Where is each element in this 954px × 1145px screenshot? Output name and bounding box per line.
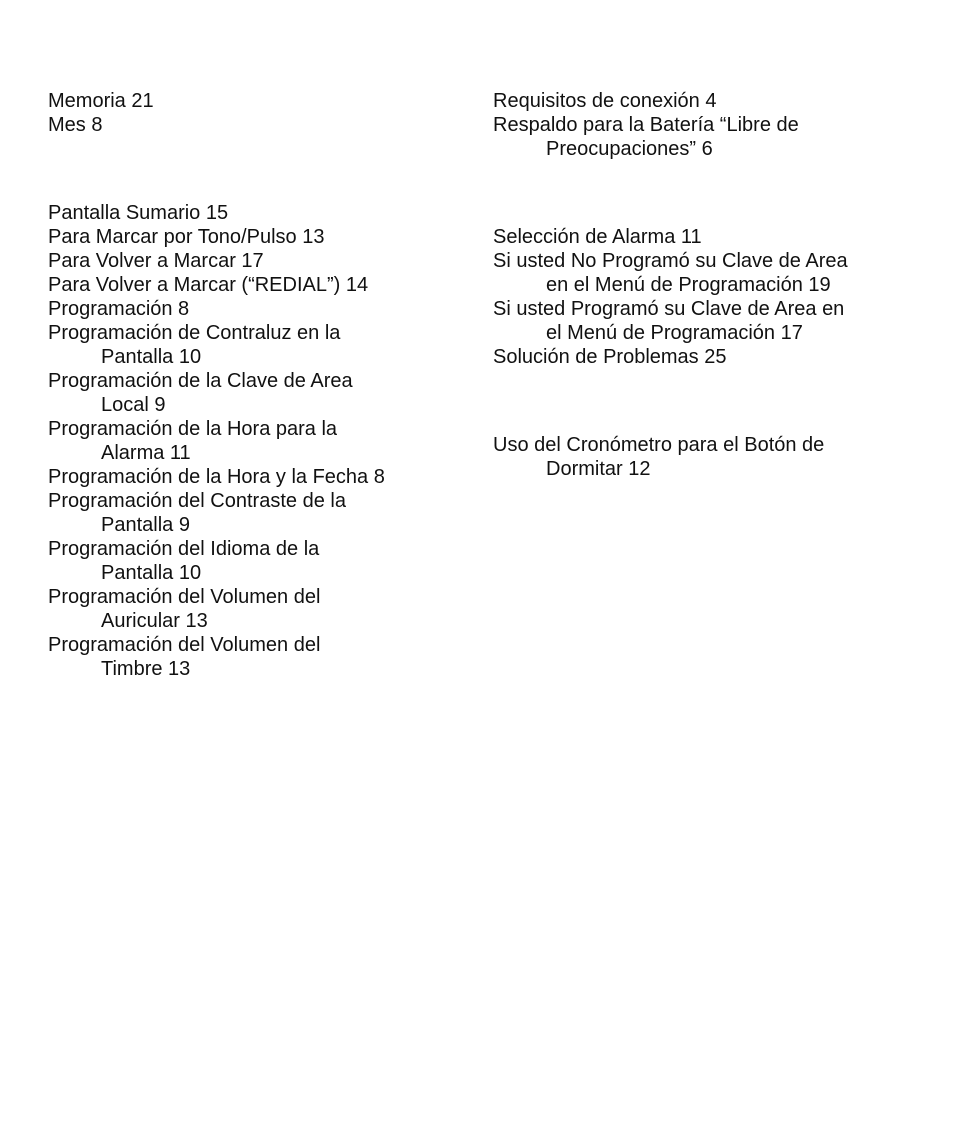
index-entry: Respaldo para la Batería “Libre de bbox=[493, 114, 799, 136]
index-entry: Programación del Idioma de la bbox=[48, 538, 320, 560]
index-entry: Selección de Alarma 11 bbox=[493, 226, 702, 248]
index-entry: Programación de la Hora para la bbox=[48, 418, 338, 440]
index-entry: Mes 8 bbox=[48, 114, 103, 136]
index-entry-continuation: Timbre 13 bbox=[101, 658, 191, 680]
index-left-column bbox=[48, 89, 468, 681]
index-entry: Para Marcar por Tono/Pulso 13 bbox=[48, 226, 325, 248]
index-entry: Si usted No Programó su Clave de Area bbox=[493, 250, 848, 272]
index-entry: Programación de la Hora y la Fecha 8 bbox=[48, 466, 385, 488]
index-group-spacer bbox=[493, 161, 933, 225]
index-entry-continuation: en el Menú de Programación 19 bbox=[546, 274, 831, 296]
index-entry: Para Volver a Marcar (“REDIAL”) 14 bbox=[48, 274, 369, 296]
index-group-r bbox=[493, 89, 933, 161]
index-entry: Si usted Programó su Clave de Area en bbox=[493, 298, 845, 320]
index-group-u bbox=[493, 433, 933, 481]
index-entry: Programación del Volumen del bbox=[48, 634, 321, 656]
index-entry: Memoria 21 bbox=[48, 90, 154, 112]
index-entry-continuation: Pantalla 10 bbox=[101, 562, 202, 584]
index-entry-continuation: el Menú de Programación 17 bbox=[546, 322, 803, 344]
index-entry-continuation: Pantalla 9 bbox=[101, 514, 190, 536]
index-entry-continuation: Pantalla 10 bbox=[101, 346, 202, 368]
index-group-spacer bbox=[493, 369, 933, 433]
index-entry-continuation: Dormitar 12 bbox=[546, 458, 651, 480]
index-entry: Uso del Cronómetro para el Botón de bbox=[493, 434, 825, 456]
index-entry-continuation: Local 9 bbox=[101, 394, 166, 416]
index-group-m bbox=[48, 89, 468, 137]
index-entry: Pantalla Sumario 15 bbox=[48, 202, 229, 224]
index-entry: Programación del Volumen del bbox=[48, 586, 321, 608]
index-entry: Programación del Contraste de la bbox=[48, 490, 346, 512]
index-right-column bbox=[493, 89, 933, 481]
index-entry-continuation: Preocupaciones” 6 bbox=[546, 138, 713, 160]
index-group-spacer bbox=[48, 137, 468, 201]
index-entry-continuation: Auricular 13 bbox=[101, 610, 208, 632]
index-entry: Requisitos de conexión 4 bbox=[493, 90, 717, 112]
index-entry: Programación 8 bbox=[48, 298, 190, 320]
index-entry: Programación de Contraluz en la bbox=[48, 322, 341, 344]
index-entry: Para Volver a Marcar 17 bbox=[48, 250, 264, 272]
index-entry: Programación de la Clave de Area bbox=[48, 370, 353, 392]
index-entry: Solución de Problemas 25 bbox=[493, 346, 727, 368]
index-group-p bbox=[48, 201, 468, 681]
index-entry-continuation: Alarma 11 bbox=[101, 442, 191, 464]
index-group-s bbox=[493, 225, 933, 369]
